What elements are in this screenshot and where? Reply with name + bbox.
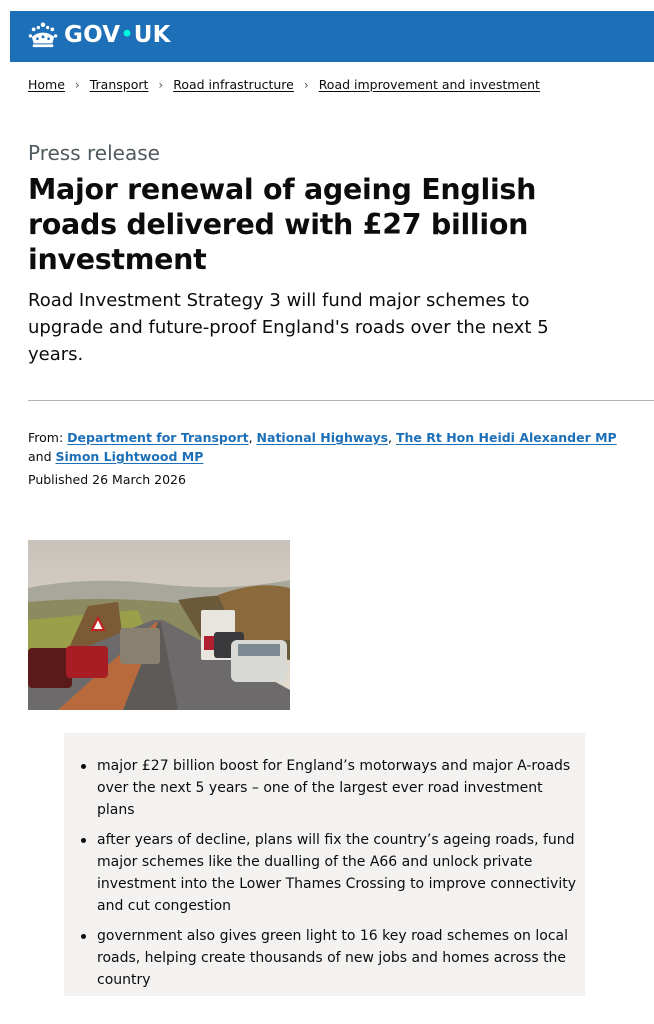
logo-text-uk: UK (133, 22, 171, 48)
chevron-right-icon: › (74, 77, 80, 92)
chevron-right-icon: › (158, 77, 164, 92)
org-link-national-highways[interactable]: National Highways (256, 430, 389, 445)
org-link-heidi-alexander[interactable]: The Rt Hon Heidi Alexander MP (396, 430, 617, 445)
and-label: and (28, 449, 52, 464)
lead-image (28, 540, 290, 710)
page-title: Major renewal of ageing English roads delivered with £27 billion investment (28, 173, 537, 276)
road-photo-illustration (28, 540, 290, 710)
published-date: Published 26 March 2026 (28, 472, 186, 487)
summary-item: after years of decline, plans will fix the country’s ageing roads, fund major schemes like the dualling of the A66 and unlock private investment into the Lower Thames Crossing to improve connectivity and cut congestion (80, 829, 580, 917)
breadcrumb-road-infrastructure[interactable]: Road infrastructure (173, 77, 294, 92)
breadcrumb (28, 77, 540, 92)
logo-dot: • (120, 22, 134, 48)
govuk-logo-link[interactable] (28, 21, 171, 49)
section-divider (28, 400, 654, 401)
crown-icon (28, 21, 58, 49)
logo-text-gov: GOV (64, 22, 121, 48)
org-link-simon-lightwood[interactable]: Simon Lightwood MP (55, 449, 204, 464)
org-link-dft[interactable]: Department for Transport (67, 430, 249, 445)
summary-item: major £27 billion boost for England’s motorways and major A-roads over the next 5 years – one of the largest ever road investment plans (80, 755, 580, 821)
chevron-right-icon: › (303, 77, 309, 92)
summary-item: government also gives green light to 16 key road schemes on local roads, helping create thousands of new jobs and homes across the country (80, 925, 580, 991)
summary-list (80, 755, 580, 999)
breadcrumb-road-improvement[interactable]: Road improvement and investment (318, 77, 540, 92)
summary-box (64, 733, 585, 996)
page-lede: Road Investment Strategy 3 will fund major schemes to upgrade and future-proof England's roads over the next 5 years. (28, 290, 549, 365)
govuk-header (10, 11, 654, 62)
breadcrumb-home[interactable]: Home (28, 77, 65, 92)
from-label: From: (28, 430, 64, 445)
metadata-from: From: Department for Transport, National Highways, The Rt Hon Heidi Alexander MP and Simon Lightwood MP (28, 430, 617, 464)
breadcrumb-transport[interactable]: Transport (89, 77, 149, 92)
page-caption: Press release (28, 141, 160, 165)
